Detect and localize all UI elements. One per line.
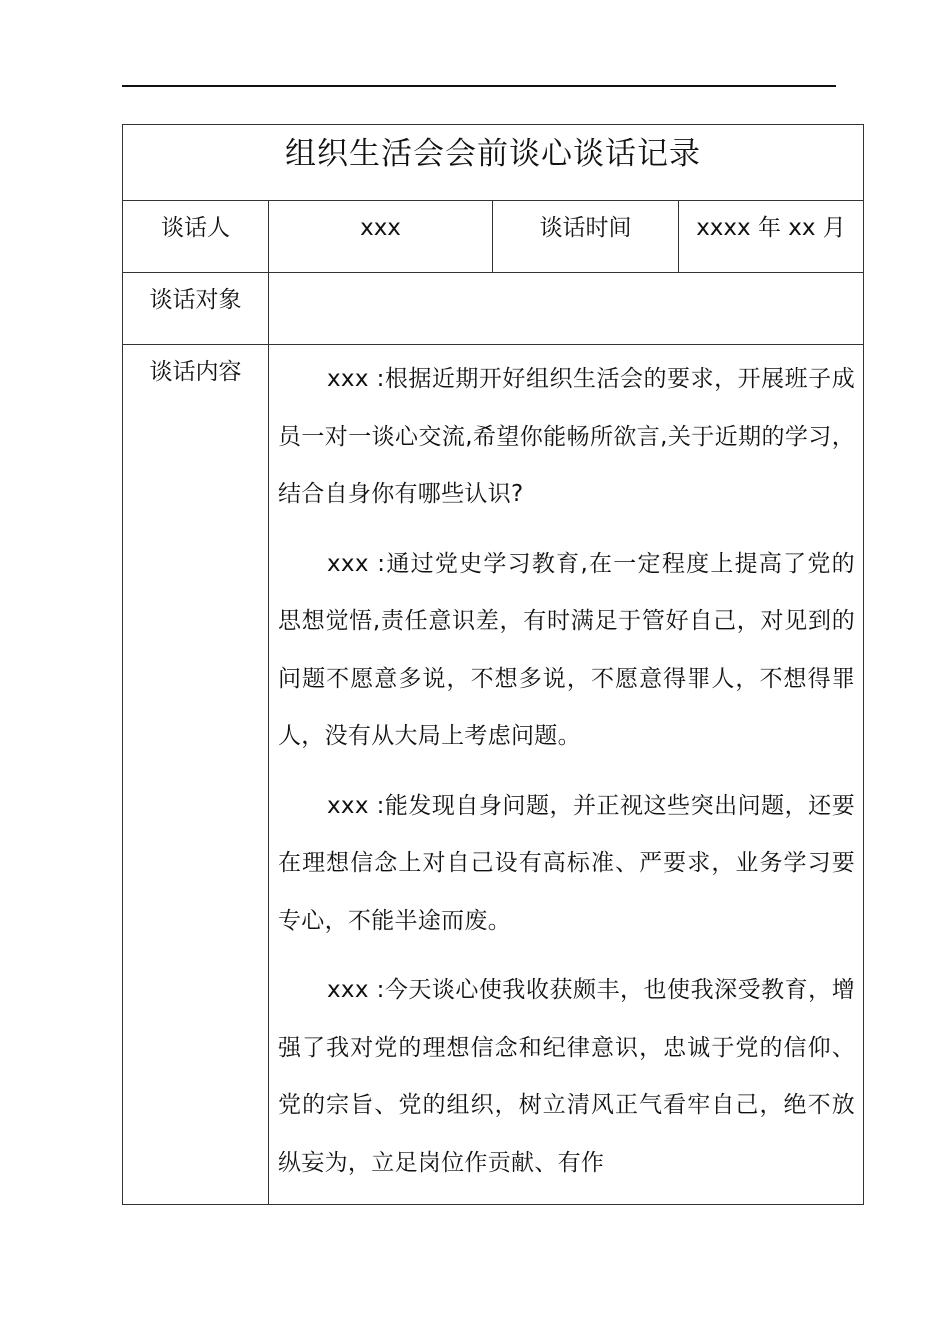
- object-value: [269, 273, 864, 345]
- content-paragraph: xxx :根据近期开好组织生活会的要求，开展班子成员一对一谈心交流,希望你能畅所欲言,关于近期的学习，结合自身你有哪些认识?: [278, 366, 855, 507]
- record-table: [122, 124, 864, 1205]
- meta-row: [123, 201, 864, 273]
- object-row: [123, 273, 864, 345]
- title-row: [123, 125, 864, 201]
- document-title: 组织生活会会前谈心谈话记录: [123, 125, 864, 201]
- content-paragraph: xxx :能发现自身问题，并正视这些突出问题，还要在理想信念上对自己设有高标准、严要求，业务学习要专心，不能半途而废。: [278, 792, 855, 934]
- time-label: 谈话时间: [493, 201, 679, 273]
- header-rule: [122, 85, 836, 87]
- time-value: xxxx 年 xx 月: [679, 201, 864, 273]
- object-label: 谈话对象: [123, 273, 269, 345]
- content-body: [269, 345, 864, 1205]
- speaker-value: xxx: [269, 201, 493, 273]
- content-paragraph: xxx :通过党史学习教育,在一定程度上提高了党的思想觉悟,责任意识差，有时满足于管好自己，对见到的问题不愿意多说，不想多说，不愿意得罪人，不想得罪人，没有从大局上考虑问题。: [278, 550, 855, 749]
- content-row: [123, 345, 864, 1205]
- content-paragraph: xxx :今天谈心使我收获颇丰，也使我深受教育，增强了我对党的理想信念和纪律意识，忠诚于党的信仰、党的宗旨、党的组织，树立清风正气看牢自己，绝不放纵妄为，立足岗位作贡献、有作: [278, 977, 855, 1176]
- speaker-label: 谈话人: [123, 201, 269, 273]
- content-label: 谈话内容: [123, 345, 269, 1205]
